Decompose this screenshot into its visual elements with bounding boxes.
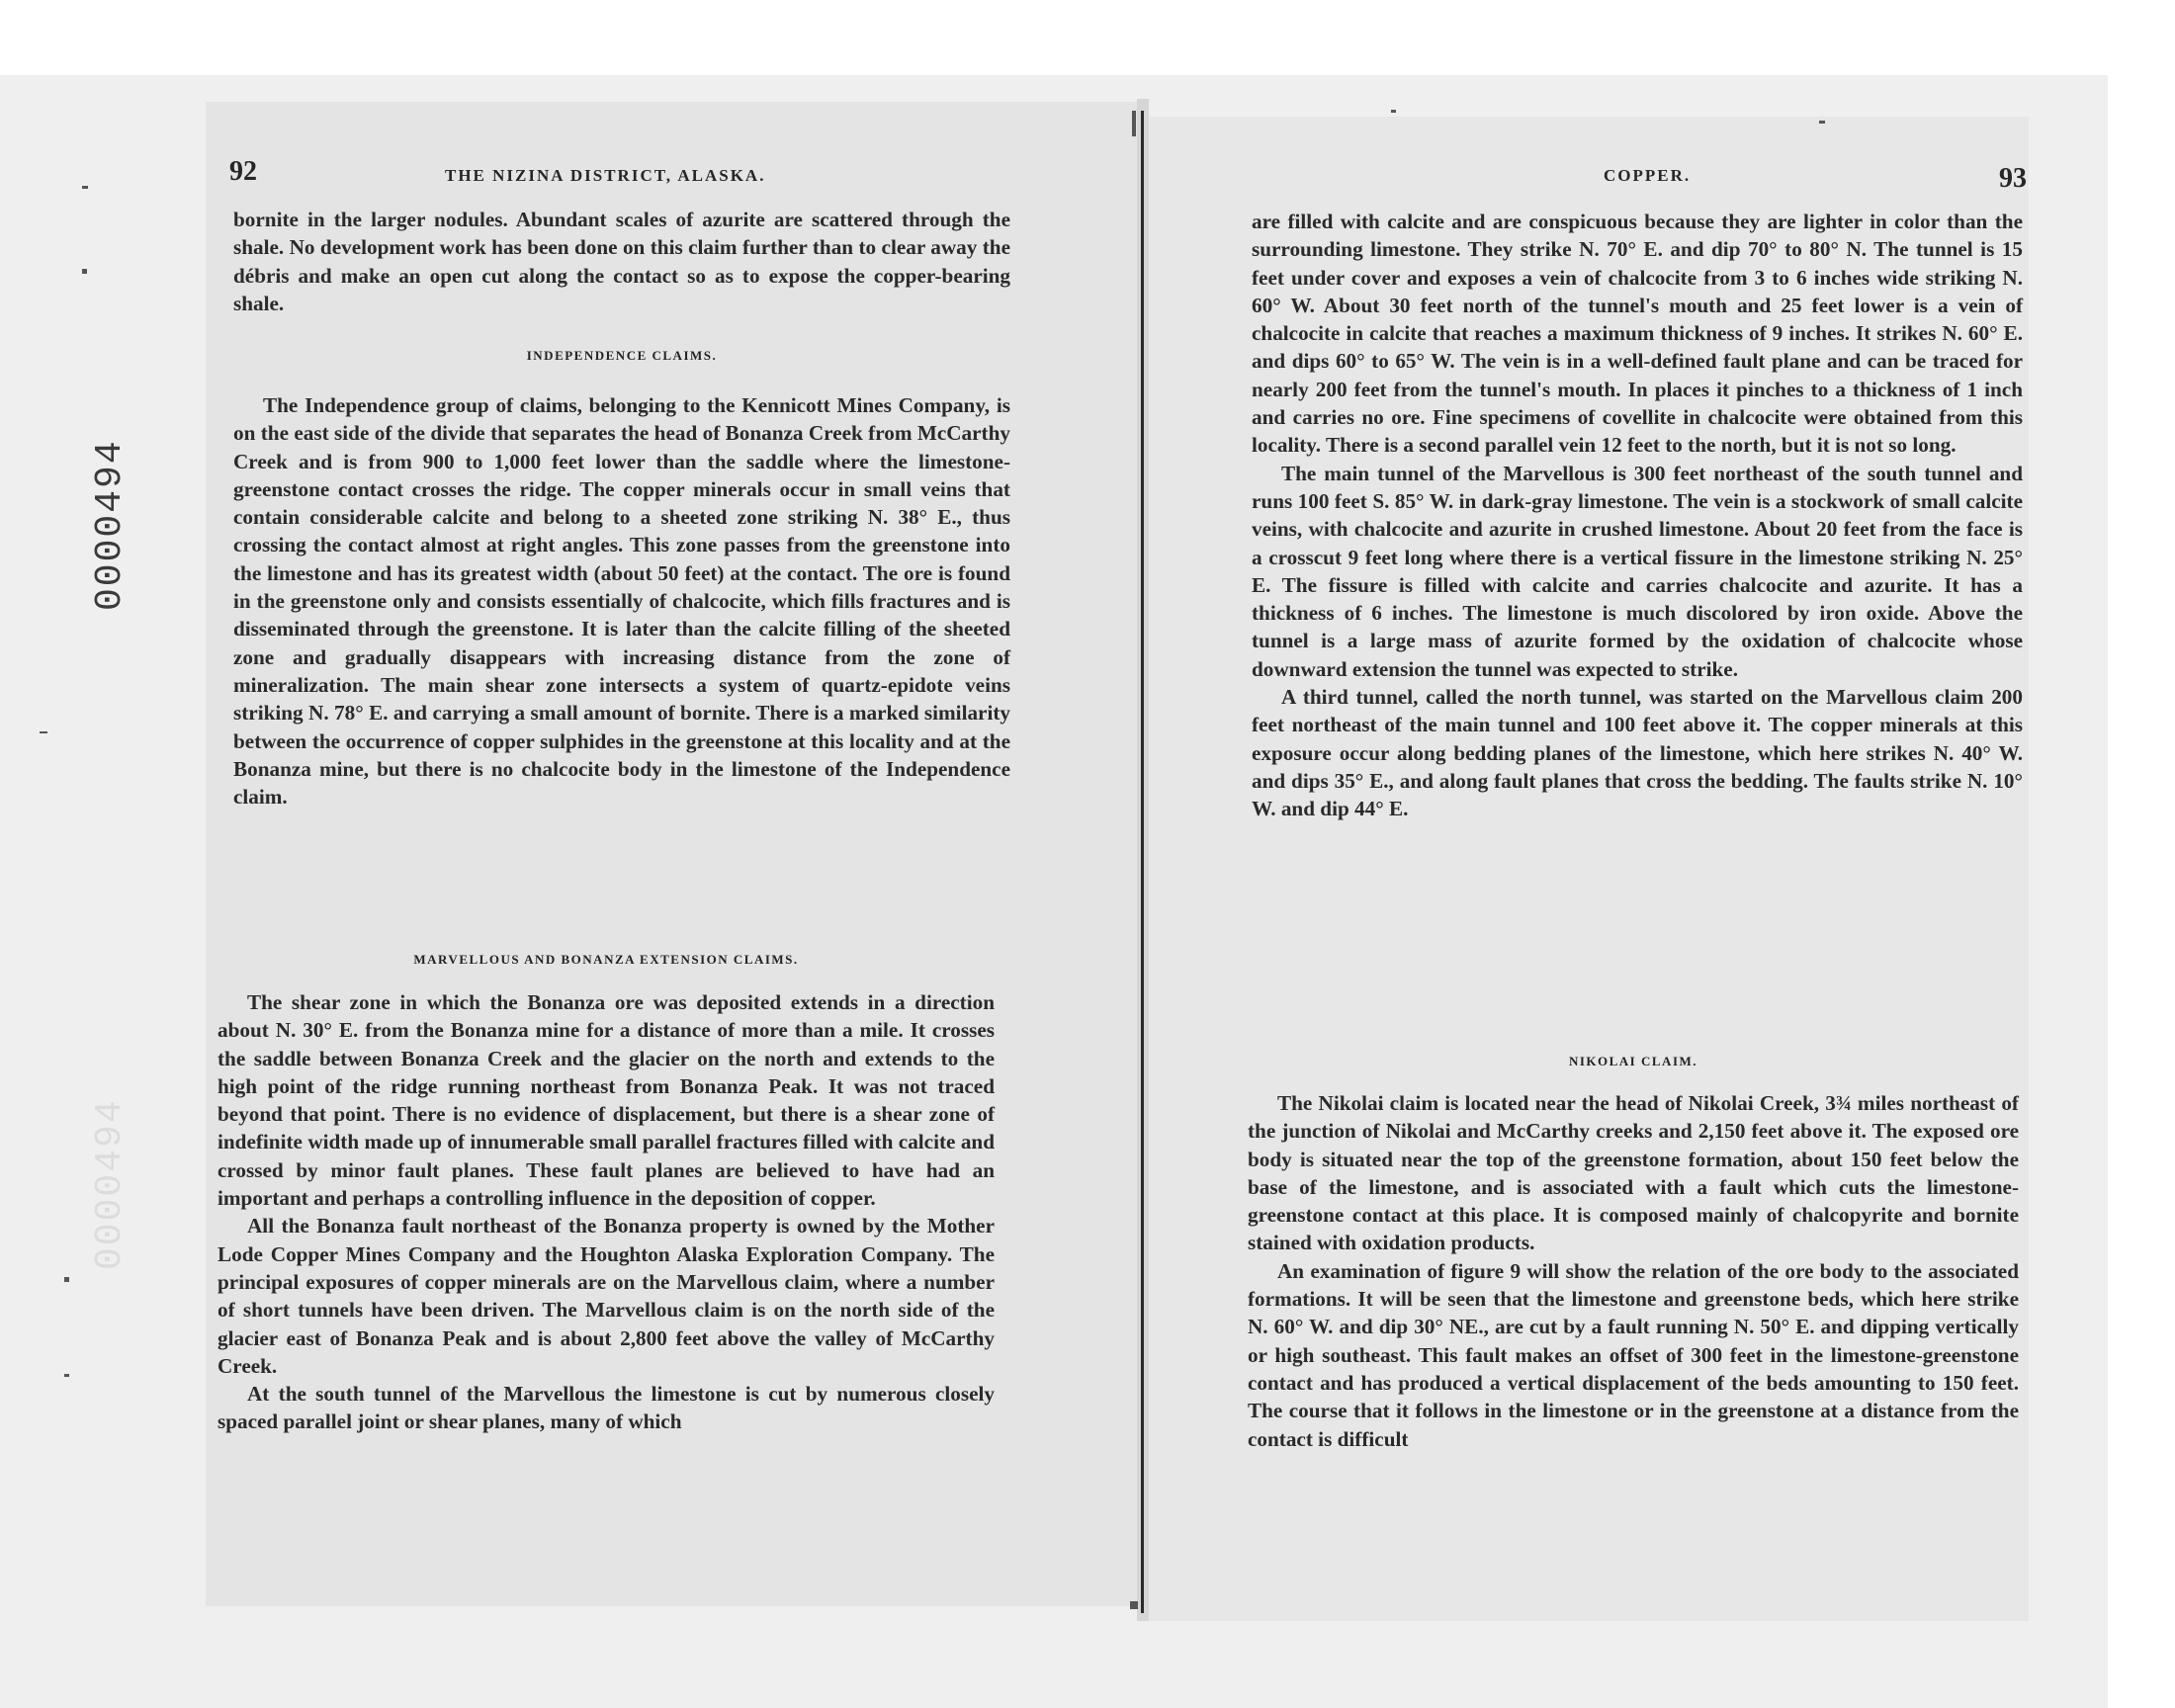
- left-intro-paragraph: bornite in the larger nodules. Abundant scales of azurite are scattered through the shale. No development work has been done on this claim further than to clear away the débris and make an open cut along the contact so as to expose the copper-bearing shale.: [233, 208, 1010, 315]
- marvellous-paragraph-3: At the south tunnel of the Marvellous the limestone is cut by numerous closely spaced parallel joint or shear planes, many of which: [218, 1382, 995, 1434]
- margin-mark: [40, 731, 47, 733]
- marvellous-paragraph-1: The shear zone in which the Bonanza ore was deposited extends in a direction about N. 30° E. from the Bonanza mine for a distance of more than a mile. It crosses the saddle between Bonanza Creek and the glacier on the north and extends to the high point of the ridge running northeast from Bonanza Peak. It was not traced beyond that point. There is no evidence of displacement, but there is a shear zone of indefinite width made up of innumerable small parallel fractures filled with calcite and crossed by minor fault planes. These fault planes are believed to have had an important and perhaps a controlling influence in the deposition of copper.: [218, 990, 995, 1211]
- margin-mark: [1130, 1601, 1138, 1609]
- left-independence-block: [233, 391, 1010, 811]
- faint-stamp: [89, 1072, 129, 1270]
- marvellous-paragraph-2: All the Bonanza fault northeast of the Bonanza property is owned by the Mother Lode Copper Mines Company and the Houghton Alaska Exploration Company. The principal exposures of copper minerals are on the Marvellous claim, where a number of short tunnels have been driven. The Marvellous claim is on the north side of the glacier east of Bonanza Peak and is about 2,800 feet above the valley of McCarthy Creek.: [218, 1214, 995, 1378]
- right-page-number: 93: [1999, 163, 2027, 194]
- margin-mark: [1819, 121, 1825, 124]
- margin-stamp-number: [28, 314, 131, 611]
- faint-stamp-text: 0000494: [89, 1098, 131, 1270]
- heading-independence-claims: INDEPENDENCE CLAIMS.: [526, 348, 718, 363]
- margin-mark: [82, 186, 88, 189]
- margin-mark: [1391, 110, 1396, 113]
- margin-mark: [64, 1277, 69, 1282]
- right-running-title: COPPER.: [1604, 166, 1692, 185]
- left-marvellous-block: [218, 988, 995, 1436]
- margin-mark: [64, 1374, 69, 1377]
- independence-paragraph: The Independence group of claims, belonging to the Kennicott Mines Company, is on the east side of the divide that separates the head of Bonanza Creek from McCarthy Creek and is from 900 to 1,000 feet lower than the saddle where the limestone-greenstone contact crosses the ridge. The copper minerals occur in small veins that contain considerable calcite and belong to a sheeted zone striking N. 38° E., thus crossing the contact almost at right angles. This zone passes from the greenstone into the limestone and has its greatest width (about 50 feet) at the contact. The ore is found in the greenstone only and consists essentially of chalcocite, which fills fractures and is disseminated through the greenstone. It is later than the calcite filling of the sheeted zone and gradually disappears with increasing distance from the zone of mineralization. The main shear zone intersects a system of quartz-epidote veins striking N. 78° E. and carrying a small amount of bornite. There is a marked similarity between the occurrence of copper sulphides in the greenstone at this locality and at the Bonanza mine, but there is no chalcocite body in the limestone of the Independence claim.: [233, 393, 1010, 810]
- left-intro-block: [233, 206, 1010, 317]
- heading-nikolai-claim: NIKOLAI CLAIM.: [1568, 1054, 1698, 1068]
- right-top-block: [1252, 208, 2023, 823]
- nikolai-paragraph-1: The Nikolai claim is located near the head of Nikolai Creek, 3¾ miles northeast of the junction of Nikolai and McCarthy creeks and 2,150 feet above it. The exposed ore body is situated near the top of the greenstone formation, about 150 feet below the base of the limestone, and is associated with a fault which cuts the limestone-greenstone contact at this place. It is composed mainly of chalcopyrite and bornite stained with oxidation products.: [1248, 1091, 2019, 1255]
- right-nikolai-block: [1248, 1089, 2019, 1453]
- left-page-number: 92: [229, 156, 257, 187]
- margin-stamp-text: 0000494: [89, 439, 131, 611]
- right-paragraph-3: A third tunnel, called the north tunnel, was started on the Marvellous claim 200 feet northeast of the main tunnel and 100 feet above it. The copper minerals at this exposure occur along bedding planes of the limestone, which here strikes N. 40° W. and dips 35° E., and along fault planes that cross the bedding. The faults strike N. 10° W. and dip 44° E.: [1252, 685, 2023, 821]
- gutter-line: [1141, 111, 1144, 1613]
- margin-mark: [1132, 111, 1136, 136]
- left-running-title: THE NIZINA DISTRICT, ALASKA.: [445, 166, 766, 185]
- heading-marvellous-claims: MARVELLOUS AND BONANZA EXTENSION CLAIMS.: [413, 952, 799, 967]
- right-paragraph-1: are filled with calcite and are conspicuous because they are lighter in color than the surrounding limestone. They strike N. 70° E. and dip 70° to 80° N. The tunnel is 15 feet under cover and exposes a vein of chalcocite from 3 to 6 inches wide striking N. 60° W. About 30 feet north of the tunnel's mouth and 25 feet lower is a vein of chalcocite in calcite that reaches a maximum thickness of 9 inches. It strikes N. 60° E. and dips 60° to 65° W. The vein is in a well-defined fault plane and can be traced for nearly 200 feet from the tunnel's mouth. In places it pinches to a thickness of 1 inch and carries no ore. Fine specimens of covellite in chalcocite were obtained from this locality. There is a second parallel vein 12 feet to the north, but it is not so long.: [1252, 210, 2023, 458]
- margin-mark: [82, 269, 87, 274]
- right-paragraph-2: The main tunnel of the Marvellous is 300 feet northeast of the south tunnel and runs 100 feet S. 85° W. in dark-gray limestone. The vein is a stockwork of small calcite veins, with chalcocite and azurite in crushed limestone. About 20 feet from the face is a crosscut 9 feet long where there is a vertical fissure in the limestone striking N. 25° E. The fissure is filled with calcite and carries chalcocite and azurite. It has a thickness of 6 inches. The limestone is much discolored by iron oxide. Above the tunnel is a large mass of azurite formed by the oxidation of chalcocite whose downward extension the tunnel was expected to strike.: [1252, 461, 2023, 681]
- nikolai-paragraph-2: An examination of figure 9 will show the relation of the ore body to the associated formations. It will be seen that the limestone and greenstone beds, which here strike N. 60° W. and dip 30° NE., are cut by a fault running N. 50° E. and dipping vertically or high southeast. This fault makes an offset of 300 feet in the limestone-greenstone contact and has produced a vertical displacement of the beds amounting to 150 feet. The course that it follows in the limestone or in the greenstone at a distance from the contact is difficult: [1248, 1258, 2019, 1451]
